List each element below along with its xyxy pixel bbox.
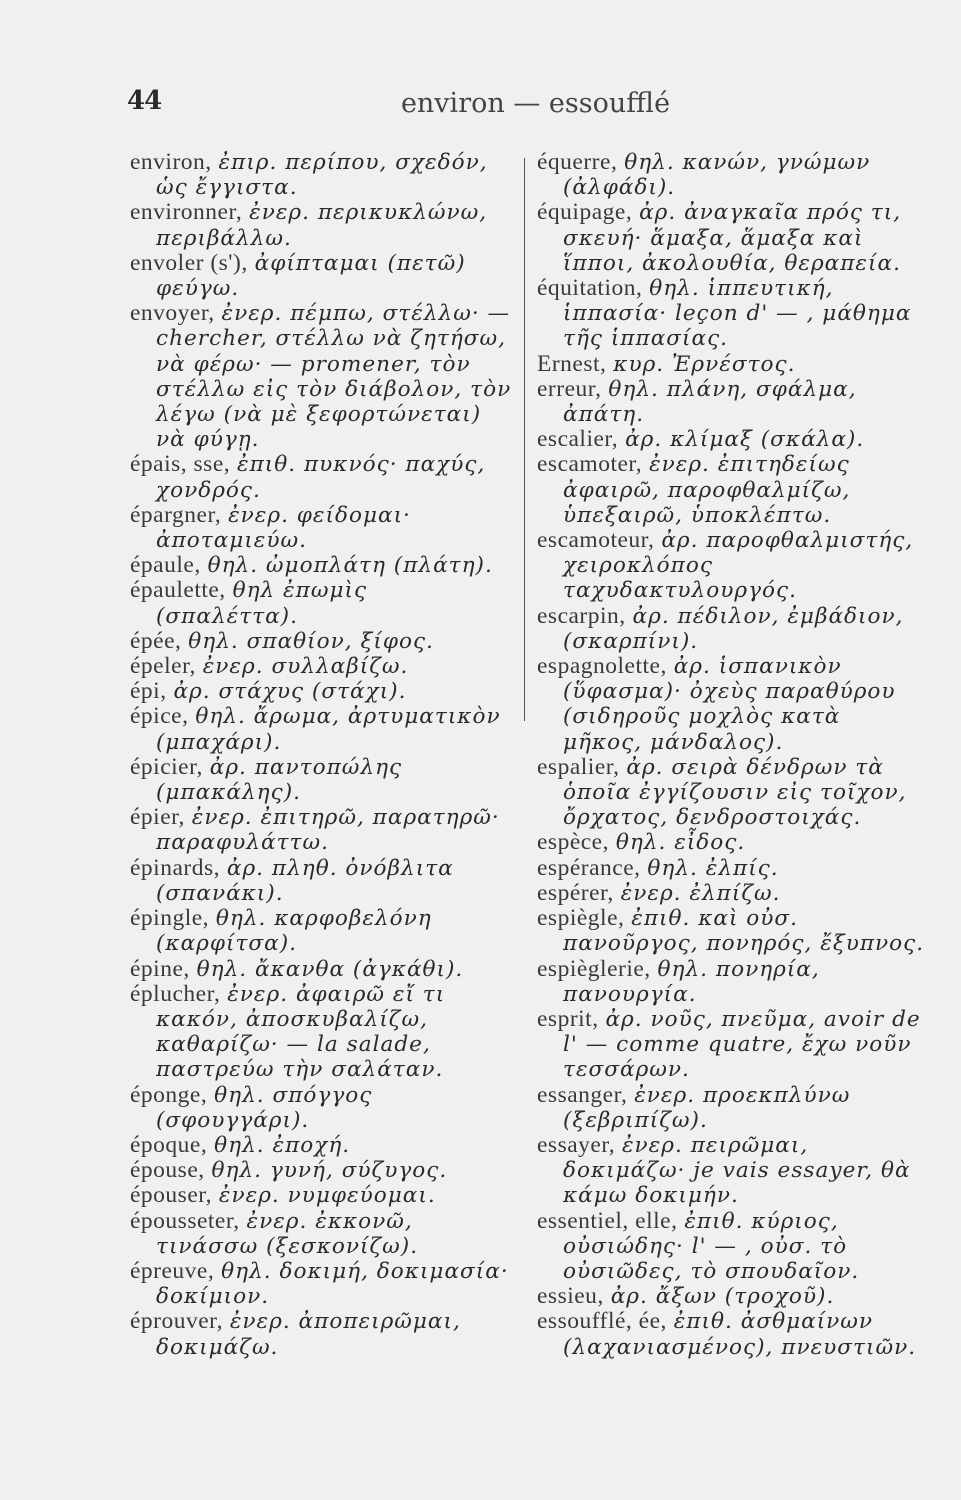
headword: escalier, [537,426,619,453]
dictionary-entry [130,1158,514,1183]
headword: épargner, [130,501,222,528]
definition: ἐνερ. περικυκλώνω, περιβάλλω. [156,200,488,251]
dictionary-entry [537,452,925,528]
dictionary-entry [130,654,514,679]
headword: essanger, [537,1081,628,1108]
definition: ἐνερ. προεκπλύνω (ξεβριπίζω). [563,1082,851,1133]
dictionary-entry [130,1209,514,1259]
definition: ἀρ. ἱσπανικὸν (ὕφασμα)· ὀχεὺς παραθύρου (σιδηροῦς μοχλὸς κατὰ μῆκος, μάνδαλος). [563,654,896,755]
headword: épouse, [130,1157,205,1184]
headword: épicier, [130,753,203,780]
dictionary-entry [130,1259,514,1309]
definition: θηλ. ἐποχή. [214,1132,351,1158]
headword: épaule, [130,552,201,579]
headword: époque, [130,1131,208,1158]
definition: ἐνερ. νυμφεύομαι. [218,1183,436,1209]
definition: ἀρ. πέδιλον, ἐμβάδιον, (σκαρπίνι). [563,603,904,654]
dictionary-entry [130,957,514,982]
definition: θηλ. καρφοβελόνη (καρφίτσα). [156,906,432,957]
dictionary-entry [537,755,925,831]
dictionary-entry [537,352,925,377]
dictionary-entry [537,1133,925,1209]
definition: ἀφίπταμαι (πετῶ) φεύγω. [156,250,466,302]
dictionary-entry [537,604,925,654]
definition: ἀρ. παροφθαλμιστής, χειροκλόπος ταχυδακτυλουργός. [563,528,914,604]
definition: κυρ. Ἐρνέστος. [613,351,796,377]
headword: épier, [130,804,185,831]
definition: ἀρ. σειρὰ δένδρων τὰ ὁποῖα ἐγγίζουσιν εἰς τοῖχον, ὄρχατος, δενδροστοιχάς. [563,754,907,831]
dictionary-entry [537,906,925,956]
dictionary-entry [130,150,514,200]
definition: ἀρ. στάχυς (στάχι). [173,679,407,705]
headword: espiègle, [537,905,625,932]
definition: ἐπιθ. καὶ οὐσ. πανοῦργος, πονηρός, ἔξυπνος. [563,906,925,957]
running-head: environ — essoufflé [400,88,671,119]
headword: épreuve, [130,1257,215,1284]
definition: ἐνερ. ἐκκονῶ, τινάσσω (ξεσκονίζω). [156,1208,419,1259]
headword: environ, [130,149,212,175]
definition: θηλ. ἄκανθα (ἀγκάθι). [196,956,464,982]
dictionary-entry [537,1209,925,1285]
definition: θηλ. πλάνη, σφάλμα, ἀπάτη. [563,376,857,428]
definition: ἀρ. κλίμαξ (σκάλα). [625,427,865,453]
definition: ἐνερ. φείδομαι· ἀποταμιεύω. [156,502,411,554]
dictionary-entry [537,276,925,352]
dictionary-entry [130,251,514,301]
definition: ἐνερ. πέμπω, στέλλω· — chercher, στέλλω νὰ ζητήσω, νὰ φέρω· — promener, τὸν στέλλω εἰς τὸν διάβολον, τὸν λέγω (νὰ μὲ ξεφορτώνεται) νὰ φύγῃ. [156,301,512,453]
headword: Ernest, [537,350,607,377]
headword: espérance, [537,854,641,881]
headword: espalier, [537,753,620,780]
definition: ἐπιθ. κύριος, οὐσιώδης· l' — , οὐσ. τὸ οὐσιῶδες, τὸ σπουδαῖον. [563,1208,860,1284]
definition: ἀρ. πληθ. ὀνόβλιτα (σπανάκι). [156,855,454,906]
page-number: 44 [127,86,162,116]
dictionary-entry [130,503,514,553]
definition: θηλ. κανών, γνώμων (ἀλφάδι). [563,150,871,201]
dictionary-entry [537,1007,925,1083]
definition: ἐπιρ. περίπου, σχεδόν, ὡς ἔγγιστα. [156,150,488,201]
dictionary-entry [537,1083,925,1133]
dictionary-entry [130,1133,514,1158]
definition: θηλ. ἐλπίς. [647,855,779,881]
headword: escarpin, [537,602,626,629]
headword: essoufflé, ée, [537,1308,667,1335]
definition: θηλ. εἶδος. [615,830,746,856]
headword: erreur, [537,375,602,402]
definition: ἐνερ. ἐπιτηδείως ἀφαιρῶ, παροφθαλμίζω, ὑπεξαιρῶ, ὑποκλέπτω. [563,452,851,528]
headword: épée, [130,627,182,654]
headword: espagnolette, [537,653,667,680]
headword: épeler, [130,653,196,680]
headword: espèce, [537,829,609,856]
dictionary-entry [130,679,514,704]
definition: ἀρ. ἀναγκαῖα πρός τι, σκευή· ἅμαξα, ἅμαξα καὶ ἵπποι, ἀκολουθία, θεραπεία. [563,200,902,276]
dictionary-entry [130,982,514,1083]
definition: ἐνερ. ἀποπειρῶμαι, δοκιμάζω. [156,1309,461,1360]
dictionary-entry [130,553,514,578]
dictionary-entry [130,452,514,502]
headword: épine, [130,955,190,982]
headword: éponge, [130,1081,208,1108]
left-column [130,150,514,1360]
definition: θηλ. πονηρία, πανουργία. [563,956,820,1007]
headword: équipage, [537,199,633,226]
dictionary-entry [130,704,514,754]
definition: ἐνερ. συλλαβίζω. [202,654,409,680]
headword: épingle, [130,905,210,932]
dictionary-entry [130,1309,514,1359]
dictionary-entry [130,755,514,805]
dictionary-entry [130,629,514,654]
headword: espérer, [537,879,614,906]
definition: θηλ. δοκιμή, δοκιμασία· δοκίμιον. [156,1258,509,1310]
definition: ἀρ. ἄξων (τροχοῦ). [610,1284,835,1310]
definition: ἐνερ. πειρῶμαι, δοκιμάζω· je vais essayer, θὰ κάμω δοκιμήν. [563,1132,911,1209]
headword: essieu, [537,1283,604,1310]
headword: essentiel, elle, [537,1207,678,1234]
headword: épice, [130,703,189,730]
definition: ἐπιθ. πυκνός· παχύς, χονδρός. [156,452,486,503]
headword: épouser, [130,1182,213,1209]
headword: épi, [130,678,167,705]
dictionary-entry [537,881,925,906]
headword: épinards, [130,854,220,881]
definition: ἀρ. νοῦς, πνεῦμα, avoir de l' — comme quatre, ἔχω νοῦν τεσσάρων. [563,1006,921,1083]
dictionary-entry [130,856,514,906]
dictionary-entry [537,150,925,200]
dictionary-entry [130,200,514,250]
definition: θηλ. ὠμοπλάτη (πλάτη). [207,553,493,579]
definition: θηλ. ἱππευτική, ἱππασία· leçon d' — , μάθημα τῆς ἱππασίας. [563,276,912,352]
column-divider [524,158,525,721]
headword: escamoter, [537,451,643,478]
dictionary-entry [130,301,514,452]
definition: θηλ. γυνή, σύζυγος. [211,1158,448,1184]
definition: θηλ ἐπωμὶς (σπαλέττα). [156,578,368,629]
dictionary-entry [537,377,925,427]
headword: équerre, [537,149,618,175]
dictionary-entry [537,528,925,604]
dictionary-entry [537,1284,925,1309]
headword: envoyer, [130,300,215,327]
dictionary-entry [130,578,514,628]
headword: environner, [130,199,243,226]
definition: ἀρ. παντοπώλης (μπακάλης). [156,754,403,806]
headword: éprouver, [130,1308,223,1335]
headword: essayer, [537,1131,616,1158]
dictionary-entry [537,1309,925,1359]
dictionary-entry [537,830,925,855]
headword: esprit, [537,1005,599,1032]
dictionary-entry [537,856,925,881]
definition: θηλ. σπόγγος (σφουγγάρι). [156,1082,373,1133]
dictionary-entry [537,957,925,1007]
dictionary-entry [130,805,514,855]
definition: ἐνερ. ἐλπίζω. [620,880,781,906]
dictionary-entry [130,1183,514,1208]
dictionary-entry [537,654,925,755]
definition: ἐπιθ. ἀσθμαίνων (λαχανιασμένος), πνευστιῶν. [563,1309,917,1360]
definition: ἐνερ. ἀφαιρῶ εἴ τι κακόν, ἀποσκυβαλίζω, καθαρίζω· — la salade, παστρεύω τὴν σαλάταν. [156,981,446,1083]
definition: ἐνερ. ἐπιτηρῶ, παρατηρῶ· παραφυλάττω. [156,805,500,856]
definition: θηλ. ἄρωμα, ἀρτυματικὸν (μπαχάρι). [156,704,501,755]
dictionary-entry [130,906,514,956]
headword: épousseter, [130,1207,240,1234]
dictionary-entry [537,427,925,452]
definition: θηλ. σπαθίον, ξίφος. [188,628,434,654]
headword: escamoteur, [537,527,655,554]
headword: espièglerie, [537,955,651,982]
headword: éplucher, [130,980,221,1007]
headword: épais, sse, [130,451,231,478]
dictionary-entry [537,200,925,276]
dictionary-entry [130,1083,514,1133]
right-column [537,150,925,1360]
headword: envoler (s'), [130,249,248,276]
headword: équitation, [537,275,643,302]
headword: épaulette, [130,577,226,604]
